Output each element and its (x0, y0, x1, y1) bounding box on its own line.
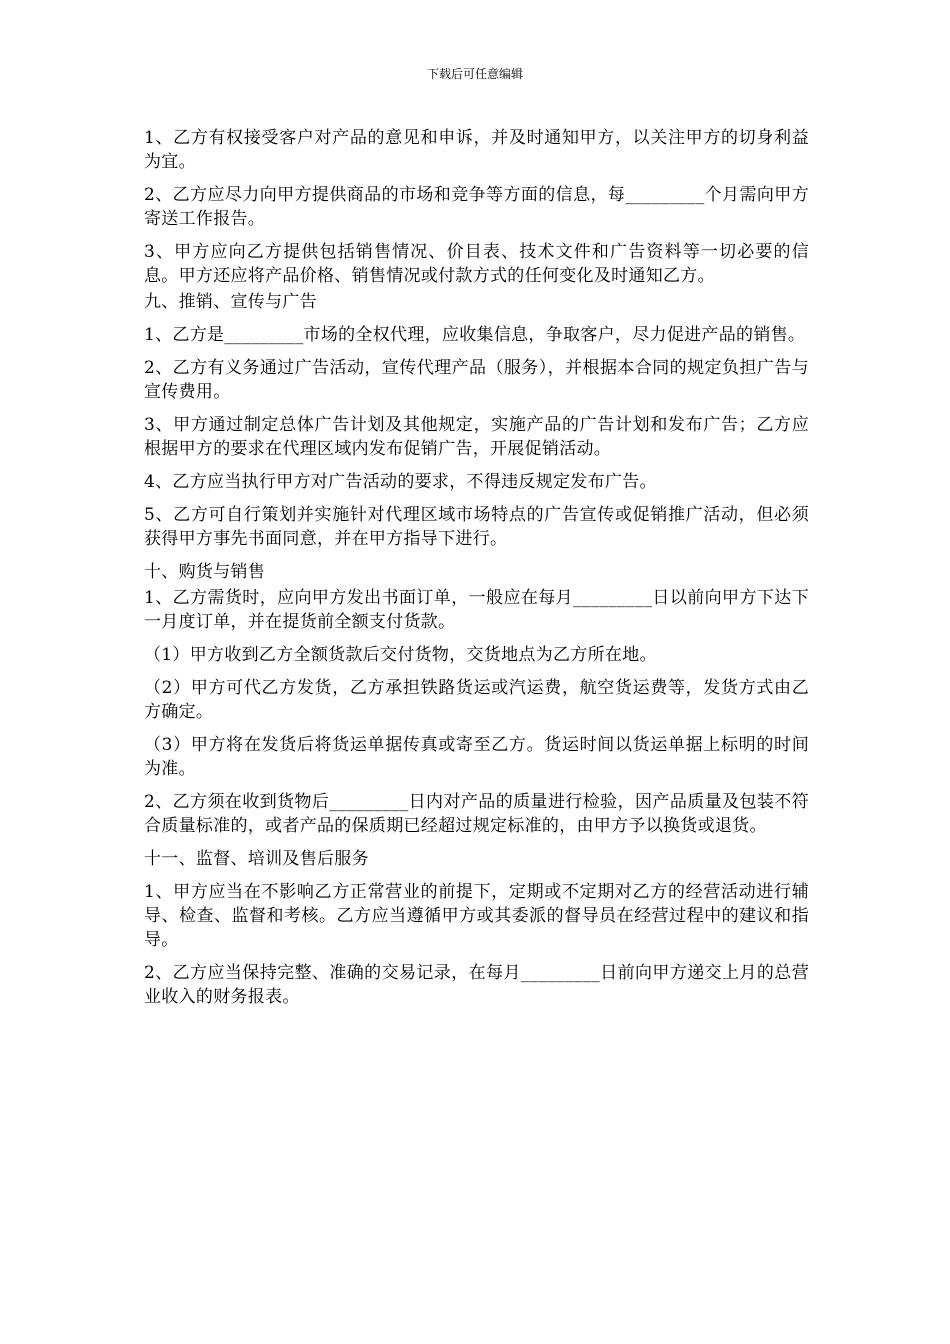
section-heading: 九、推销、宣传与广告 (144, 292, 317, 312)
clause-paragraph: 1、乙方需货时，应向甲方发出书面订单，一般应在每月_________日以前向甲方下达下一月度订单，并在提货前全额支付货款。 (144, 588, 809, 632)
header-note: 下载后可任意编辑 (426, 67, 523, 81)
section-heading: 十一、监督、培训及售后服务 (144, 849, 369, 869)
clause-paragraph: （3）甲方将在发货后将货运单据传真或寄至乙方。货运时间以货运单据上标明的时间为准。 (144, 735, 809, 779)
clause-paragraph: （2）甲方可代乙方发货，乙方承担铁路货运或汽运费，航空货运费等，发货方式由乙方确定。 (144, 678, 809, 722)
clause-paragraph: 4、乙方应当执行甲方对广告活动的要求，不得违反规定发布广告。 (144, 472, 657, 492)
document-body (144, 126, 809, 1018)
clause-paragraph: （1）甲方收到乙方全额货款后交付货物，交货地点为乙方所在地。 (144, 645, 657, 665)
clause-paragraph: 2、乙方应尽力向甲方提供商品的市场和竞争等方面的信息，每_________个月需向甲方寄送工作报告。 (144, 185, 809, 229)
clause-paragraph: 1、乙方有权接受客户对产品的意见和申诉，并及时通知甲方，以关注甲方的切身利益为宜。 (144, 128, 809, 172)
clause-paragraph: 2、乙方应当保持完整、准确的交易记录，在每月_________日前向甲方递交上月的总营业收入的财务报表。 (144, 963, 809, 1007)
clause-paragraph: 3、甲方应向乙方提供包括销售情况、价目表、技术文件和广告资料等一切必要的信息。甲方还应将产品价格、销售情况或付款方式的任何变化及时通知乙方。 (144, 242, 809, 286)
section-heading: 十、购货与销售 (144, 562, 266, 582)
clause-paragraph: 3、甲方通过制定总体广告计划及其他规定，实施产品的广告计划和发布广告；乙方应根据甲方的要求在代理区域内发布促销广告，开展促销活动。 (144, 415, 809, 459)
clause-paragraph: 1、甲方应当在不影响乙方正常营业的前提下，定期或不定期对乙方的经营活动进行辅导、检查、监督和考核。乙方应当遵循甲方或其委派的督导员在经营过程中的建议和指导。 (144, 882, 809, 950)
clause-paragraph: 5、乙方可自行策划并实施针对代理区域市场特点的广告宣传或促销推广活动，但必须获得甲方事先书面同意，并在甲方指导下进行。 (144, 505, 809, 549)
clause-paragraph: 2、乙方有义务通过广告活动，宣传代理产品（服务），并根据本合同的规定负担广告与宣传费用。 (144, 358, 809, 402)
clause-paragraph: 2、乙方须在收到货物后_________日内对产品的质量进行检验，因产品质量及包装不符合质量标准的，或者产品的保质期已经超过规定标准的，由甲方予以换货或退货。 (144, 792, 809, 836)
clause-paragraph: 1、乙方是_________市场的全权代理，应收集信息，争取客户，尽力促进产品的销售。 (144, 325, 806, 345)
